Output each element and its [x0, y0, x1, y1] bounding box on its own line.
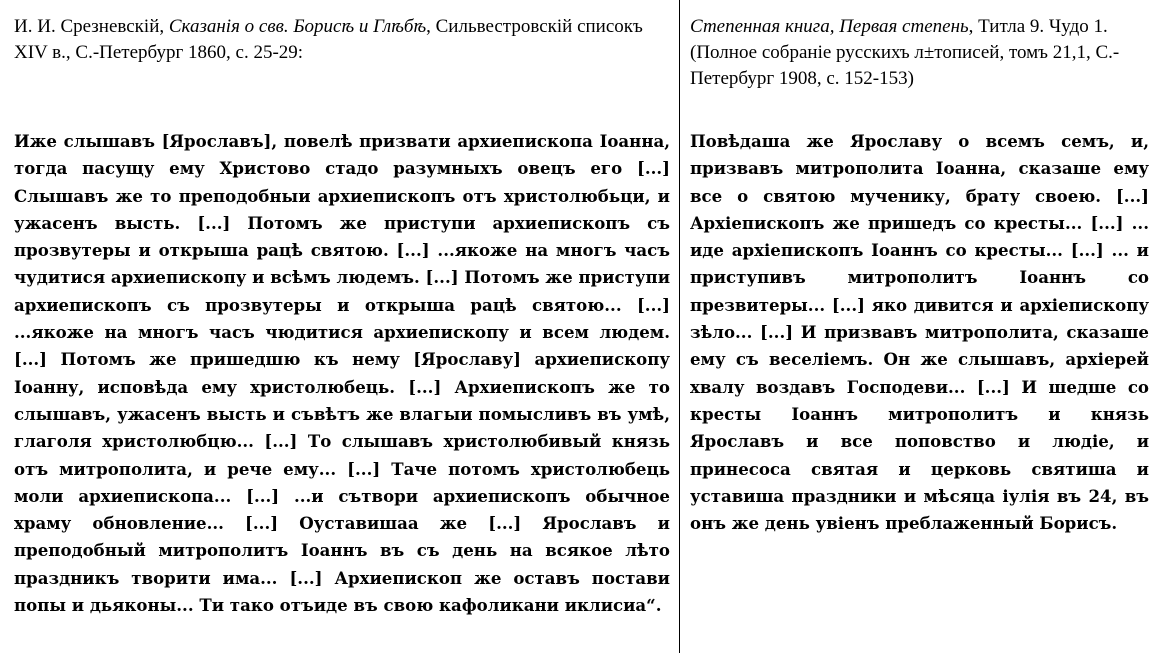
right-citation [690, 14, 1149, 92]
right-title: Степенная книга, Первая степень [690, 16, 969, 37]
left-citation [14, 14, 670, 66]
left-author: И. И. Срезневскій, [14, 16, 169, 37]
left-citation-rest: , Сильвестровскій списокъ XIV в., С.-Петербург 1860, с. 25-29: [14, 16, 643, 63]
right-column [680, 0, 1161, 653]
left-title: Сказанія о свв. Борисѣ и Глѣбѣ [168, 16, 427, 37]
right-text: Повѣдаша же Ярославу о всемъ семъ, и, призвавъ митрополита Іоанна, сказаше ему все о святою мученику, брату своею. [...] Архіепископъ же пришедъ со кресты... [...] ... иде архіепископъ Іоаннъ со кресты... [...] ... и приступивъ митрополитъ Іоаннъ со презвитеры... [...] яко дивится и архіепископу зѣло... [...] И призвавъ митрополита, сказаше ему съ веселіемъ. Он же слышавъ, архіерей хвалу воздавъ Господеви... [...] И шедше со кресты Іоаннъ митрополитъ и князь Ярославъ и все поповство и людіе, и принесоса святая и церковь святиша и уставиша праздники и мѣсяца іулія въ 24, въ онъ же день увіенъ преблаженный Борисъ. [690, 131, 1149, 534]
column-divider [679, 0, 680, 653]
left-text: Иже слышавъ [Ярославъ], повелѣ призвати архиепископа Іоанна, тогда пасущу ему Христово стадо разумныхъ овецъ его [...] Слышавъ же то преподобныи архиепископъ отъ христолюбьци, и ужасенъ высть. [...] Потомъ же приступи архиепископъ съ прозвутеры и открыша рацѣ святою. [...] ...якоже на многъ часъ чудитися архиепископу и всѣмъ людемъ. [...] Потомъ же приступи архиепископъ съ прозвутеры и открыша рацѣ святою... [...] ...якоже на многъ часъ чюдитися архиепископу и всем людем. [...] Потомъ же пришедшю къ нему [Ярославу] архиепископу Іоанну, исповѣда ему христолюбець. [...] Архиепископъ же то слышавъ, ужасенъ высть и съвѣтъ же влагыи помысливъ въ умѣ, глаголя христолюбцю... [...] То слышавъ христолюбивый князь отъ митрополита, и рече ему... [...] Таче потомъ христолюбець моли архиепископа... [...] ...и сътвори архиепископъ обычное храму обновление... [...] Оуставишаа же [...] Ярославъ и преподобный митрополитъ Іоаннъ въ съ день на всякое лѣто праздникъ творити има... [...] Архиепископ же оставъ постави попы и дьяконы... Ти тако отъиде въ свою кафоликани иклисиа“. [14, 131, 670, 616]
right-citation-rest: , Титла 9. Чудо 1. (Полное собраніе русскихъ л±тописей, томъ 21,1, С.-Петербург 1908, с. 152-153) [690, 16, 1120, 89]
